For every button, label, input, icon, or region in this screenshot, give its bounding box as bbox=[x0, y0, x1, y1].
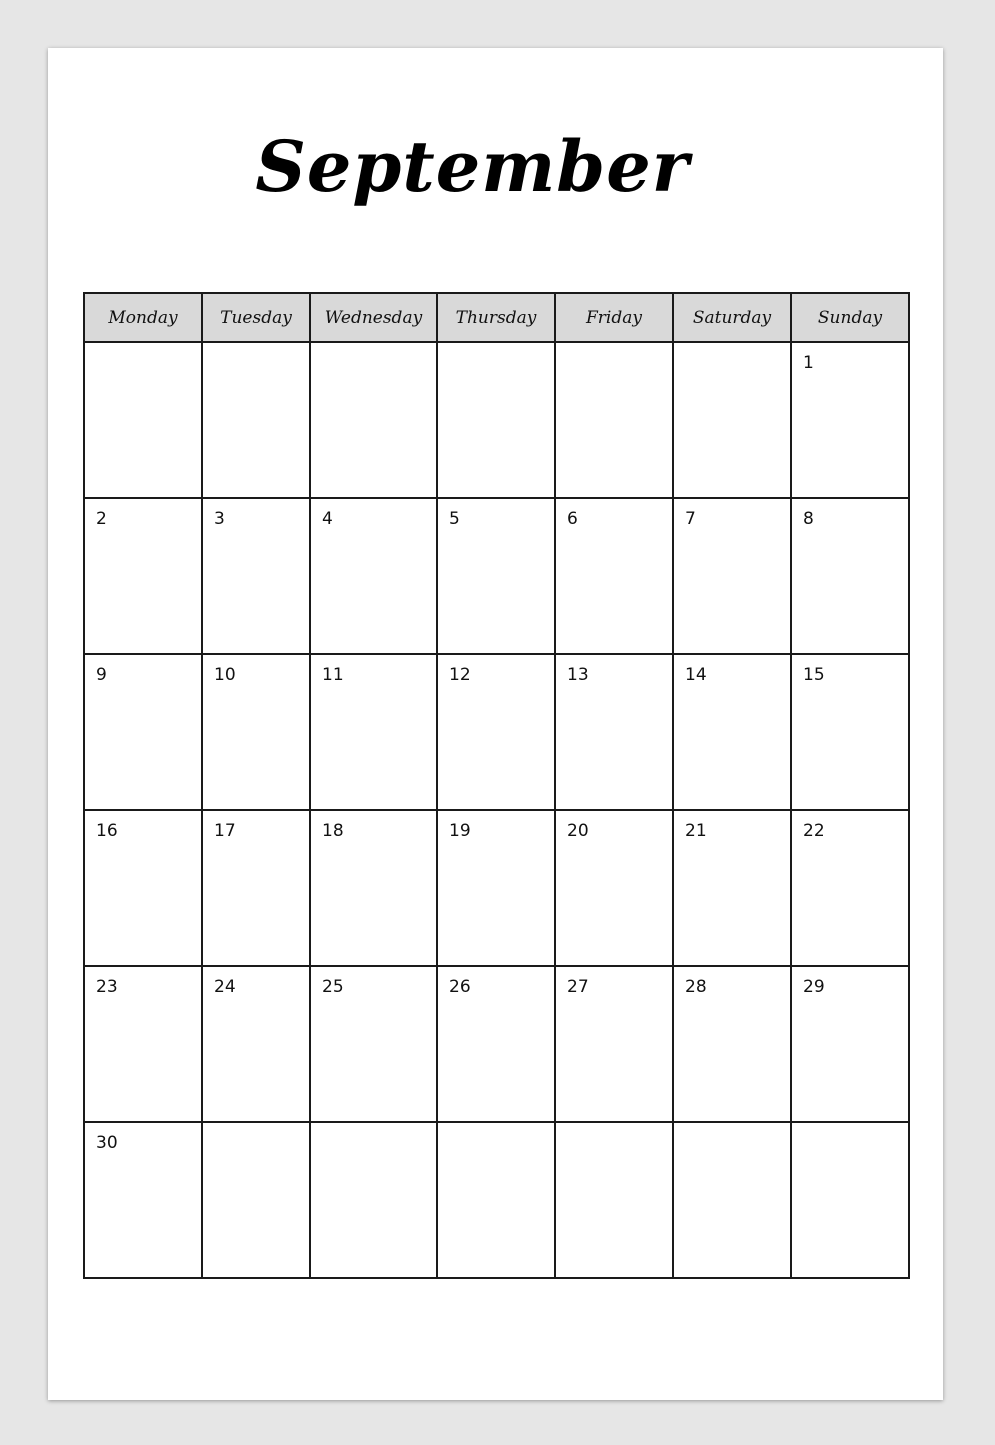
day-number: 14 bbox=[685, 665, 707, 685]
day-number: 16 bbox=[96, 821, 118, 841]
day-number bbox=[674, 343, 790, 353]
day-number: 10 bbox=[214, 665, 236, 685]
day-number: 17 bbox=[214, 821, 236, 841]
day-number bbox=[556, 1123, 672, 1133]
week-row bbox=[84, 498, 909, 654]
month-title: September bbox=[255, 125, 690, 208]
day-cell bbox=[673, 654, 791, 810]
day-number bbox=[438, 343, 554, 353]
day-number: 2 bbox=[96, 509, 107, 529]
day-cell bbox=[310, 654, 437, 810]
day-cell bbox=[84, 966, 202, 1122]
day-number: 9 bbox=[96, 665, 107, 685]
day-number: 15 bbox=[803, 665, 825, 685]
day-number: 28 bbox=[685, 977, 707, 997]
day-cell bbox=[673, 1122, 791, 1278]
day-cell bbox=[791, 342, 909, 498]
day-cell bbox=[84, 654, 202, 810]
day-cell bbox=[437, 498, 555, 654]
day-cell bbox=[437, 966, 555, 1122]
day-cell bbox=[437, 1122, 555, 1278]
weekday-header: Tuesday bbox=[202, 293, 310, 342]
day-number: 8 bbox=[803, 509, 814, 529]
day-cell bbox=[310, 1122, 437, 1278]
weekday-header: Thursday bbox=[437, 293, 555, 342]
day-cell bbox=[673, 498, 791, 654]
day-cell bbox=[555, 1122, 673, 1278]
day-cell bbox=[202, 810, 310, 966]
day-number: 25 bbox=[322, 977, 344, 997]
day-cell bbox=[673, 810, 791, 966]
calendar-grid bbox=[83, 292, 910, 1279]
day-cell bbox=[437, 654, 555, 810]
day-number: 29 bbox=[803, 977, 825, 997]
day-number: 18 bbox=[322, 821, 344, 841]
day-number: 22 bbox=[803, 821, 825, 841]
day-number: 13 bbox=[567, 665, 589, 685]
week-row bbox=[84, 966, 909, 1122]
day-cell bbox=[202, 654, 310, 810]
day-number: 24 bbox=[214, 977, 236, 997]
day-number: 3 bbox=[214, 509, 225, 529]
day-cell bbox=[202, 966, 310, 1122]
day-number bbox=[311, 1123, 436, 1133]
week-row bbox=[84, 654, 909, 810]
day-cell bbox=[202, 342, 310, 498]
day-cell bbox=[437, 342, 555, 498]
day-number: 19 bbox=[449, 821, 471, 841]
day-number: 1 bbox=[803, 353, 814, 373]
day-cell bbox=[791, 654, 909, 810]
day-cell bbox=[791, 966, 909, 1122]
weekday-header: Friday bbox=[555, 293, 673, 342]
day-number: 21 bbox=[685, 821, 707, 841]
day-cell bbox=[555, 810, 673, 966]
day-cell bbox=[791, 498, 909, 654]
day-number: 4 bbox=[322, 509, 333, 529]
day-number: 12 bbox=[449, 665, 471, 685]
week-row bbox=[84, 342, 909, 498]
day-number: 26 bbox=[449, 977, 471, 997]
day-number bbox=[556, 343, 672, 353]
day-cell bbox=[791, 1122, 909, 1278]
day-number bbox=[203, 343, 309, 353]
day-number bbox=[311, 343, 436, 353]
day-cell bbox=[673, 966, 791, 1122]
day-number: 5 bbox=[449, 509, 460, 529]
day-number: 23 bbox=[96, 977, 118, 997]
day-cell bbox=[84, 1122, 202, 1278]
day-number: 20 bbox=[567, 821, 589, 841]
weekday-header: Monday bbox=[84, 293, 202, 342]
day-number bbox=[792, 1123, 908, 1133]
weekday-header-row bbox=[84, 293, 909, 342]
day-cell bbox=[202, 1122, 310, 1278]
day-cell bbox=[202, 498, 310, 654]
weekday-header: Wednesday bbox=[310, 293, 437, 342]
day-cell bbox=[310, 498, 437, 654]
day-number bbox=[674, 1123, 790, 1133]
weekday-header: Saturday bbox=[673, 293, 791, 342]
day-number bbox=[438, 1123, 554, 1133]
day-cell bbox=[84, 342, 202, 498]
day-cell bbox=[555, 966, 673, 1122]
week-row bbox=[84, 810, 909, 966]
weekday-header: Sunday bbox=[791, 293, 909, 342]
day-number bbox=[203, 1123, 309, 1133]
day-cell bbox=[673, 342, 791, 498]
day-cell bbox=[437, 810, 555, 966]
day-number: 6 bbox=[567, 509, 578, 529]
day-cell bbox=[555, 498, 673, 654]
day-number bbox=[85, 343, 201, 353]
day-cell bbox=[310, 810, 437, 966]
day-cell bbox=[555, 654, 673, 810]
day-cell bbox=[84, 498, 202, 654]
week-row bbox=[84, 1122, 909, 1278]
day-cell bbox=[84, 810, 202, 966]
day-number: 11 bbox=[322, 665, 344, 685]
day-cell bbox=[791, 810, 909, 966]
day-cell bbox=[555, 342, 673, 498]
day-number: 30 bbox=[96, 1133, 118, 1153]
day-number: 7 bbox=[685, 509, 696, 529]
day-cell bbox=[310, 966, 437, 1122]
day-cell bbox=[310, 342, 437, 498]
day-number: 27 bbox=[567, 977, 589, 997]
